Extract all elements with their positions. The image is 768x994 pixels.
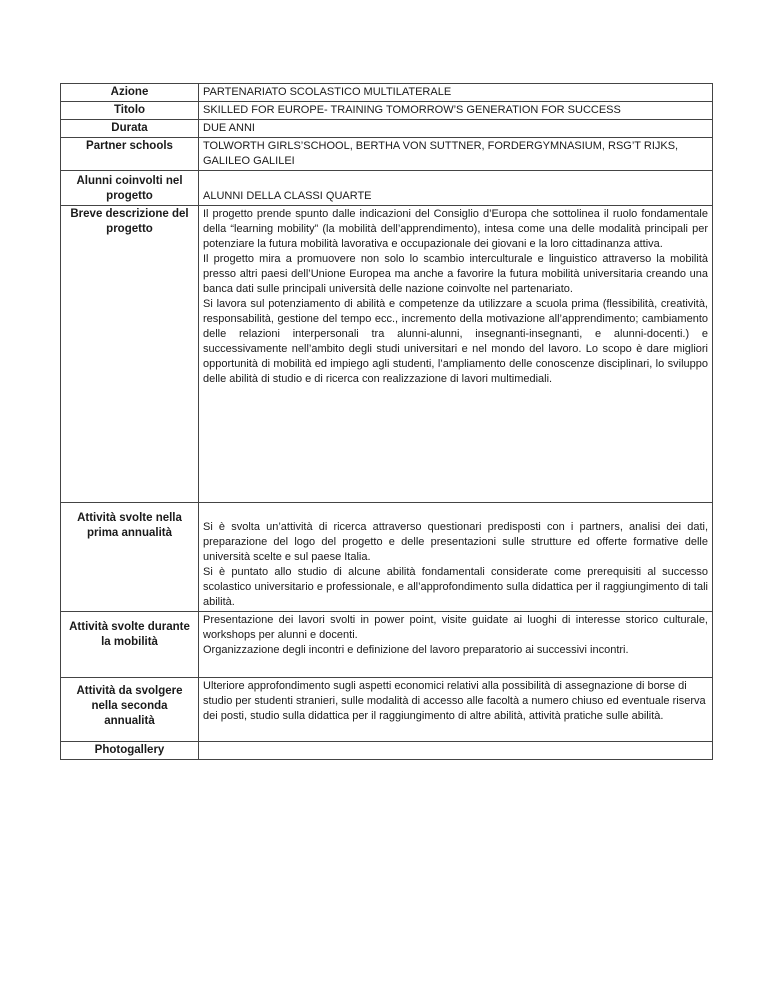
table-row-prima — [61, 503, 713, 612]
prima-paragraph-2: Si è puntato allo studio di alcune abilità fondamentali considerate come prerequisiti al successo scolastico universitario e professionale, e all’approfondimento sulla didattica per il raggiungimento di tali abilità. — [203, 566, 708, 608]
azione-value: PARTENARIATO SCOLASTICO MULTILATERALE — [199, 84, 713, 102]
descrizione-label: Breve descrizione del progetto — [61, 206, 199, 503]
table-row-alunni — [61, 171, 713, 206]
descrizione-paragraph-2: Il progetto mira a promuovere non solo lo scambio interculturale e linguistico attraverso la mobilità presso altri paesi dell’Unione Europea ma anche a favorire la futura mobilità universitaria creando una banca dati sulle principali università delle nazione coinvolte nel partenariato. — [203, 253, 708, 295]
document-page — [60, 83, 708, 760]
titolo-label: Titolo — [61, 102, 199, 120]
alunni-text: ALUNNI DELLA CLASSI QUARTE — [203, 190, 372, 202]
project-table — [60, 83, 713, 760]
table-row-seconda — [61, 678, 713, 742]
durata-value: DUE ANNI — [199, 120, 713, 138]
seconda-label: Attività da svolgere nella seconda annualità — [61, 678, 199, 742]
mobilita-label: Attività svolte durante la mobilità — [61, 612, 199, 678]
table-row-azione — [61, 84, 713, 102]
partner-value: TOLWORTH GIRLS’SCHOOL, BERTHA VON SUTTNER, FORDERGYMNASIUM, RSG’T RIJKS, GALILEO GALILEI — [199, 138, 713, 171]
table-row-photogallery — [61, 742, 713, 760]
table-row-partner — [61, 138, 713, 171]
descrizione-paragraph-3: Si lavora sul potenziamento di abilità e competenze da utilizzare a scuola prima (flessibilità, creatività, responsabilità, gestione del tempo ecc., incremento della motivazione all’apprendimento; cambiamento delle relazioni interpersonali tra alunni-alunni, insegnanti-insegnanti, e alunni-docenti.) e successivamente nell’ambito degli studi universitari e nel mondo del lavoro. Lo scopo è dare migliori opportunità di mobilità ed impiego agli studenti, l’ampliamento delle conoscenze disciplinari, lo sviluppo delle abilità di studio e di ricerca con realizzazione di lavori multimediali. — [203, 298, 708, 385]
mobilita-paragraph-2: Organizzazione degli incontri e definizione del lavoro preparatorio ai successivi incontri. — [203, 644, 629, 656]
partner-label: Partner schools — [61, 138, 199, 171]
table-row-descrizione — [61, 206, 713, 503]
alunni-label: Alunni coinvolti nel progetto — [61, 171, 199, 206]
photogallery-label: Photogallery — [61, 742, 199, 760]
azione-label: Azione — [61, 84, 199, 102]
table-row-mobilita — [61, 612, 713, 678]
table-row-durata — [61, 120, 713, 138]
prima-paragraph-1: Si è svolta un’attività di ricerca attraverso questionari predisposti con i partners, analisi dei dati, preparazione del logo del progetto e delle presentazioni sulle strutture ed offerte formative delle università scelte e sul paese Italia. — [203, 521, 708, 563]
alunni-value — [199, 171, 713, 206]
descrizione-paragraph-1: Il progetto prende spunto dalle indicazioni del Consiglio d’Europa che sottolinea il ruolo fondamentale della “learning mobility” (la mobilità dell’apprendimento), intesa come una delle modalità principali per potenziare la futura mobilità lavorativa e occupazionale dei giovani e la loro cittadinanza attiva. — [203, 208, 708, 250]
prima-value — [199, 503, 713, 612]
mobilita-paragraph-1: Presentazione dei lavori svolti in power point, visite guidate ai luoghi di interesse storico culturale, workshops per alunni e docenti. — [203, 614, 708, 641]
mobilita-value — [199, 612, 713, 678]
table-row-titolo — [61, 102, 713, 120]
photogallery-value — [199, 742, 713, 760]
prima-label: Attività svolte nella prima annualità — [61, 503, 199, 612]
titolo-value: SKILLED FOR EUROPE- TRAINING TOMORROW’S GENERATION FOR SUCCESS — [199, 102, 713, 120]
descrizione-value — [199, 206, 713, 503]
durata-label: Durata — [61, 120, 199, 138]
seconda-value: Ulteriore approfondimento sugli aspetti economici relativi alla possibilità di assegnazione di borse di studio per studenti stranieri, sulle modalità di accesso alle facoltà a numero chiuso ed eventuale riserva dei posti, studio sulla didattica per il raggiungimento di altre abilità, attività pratiche sulle abilità. — [199, 678, 713, 742]
